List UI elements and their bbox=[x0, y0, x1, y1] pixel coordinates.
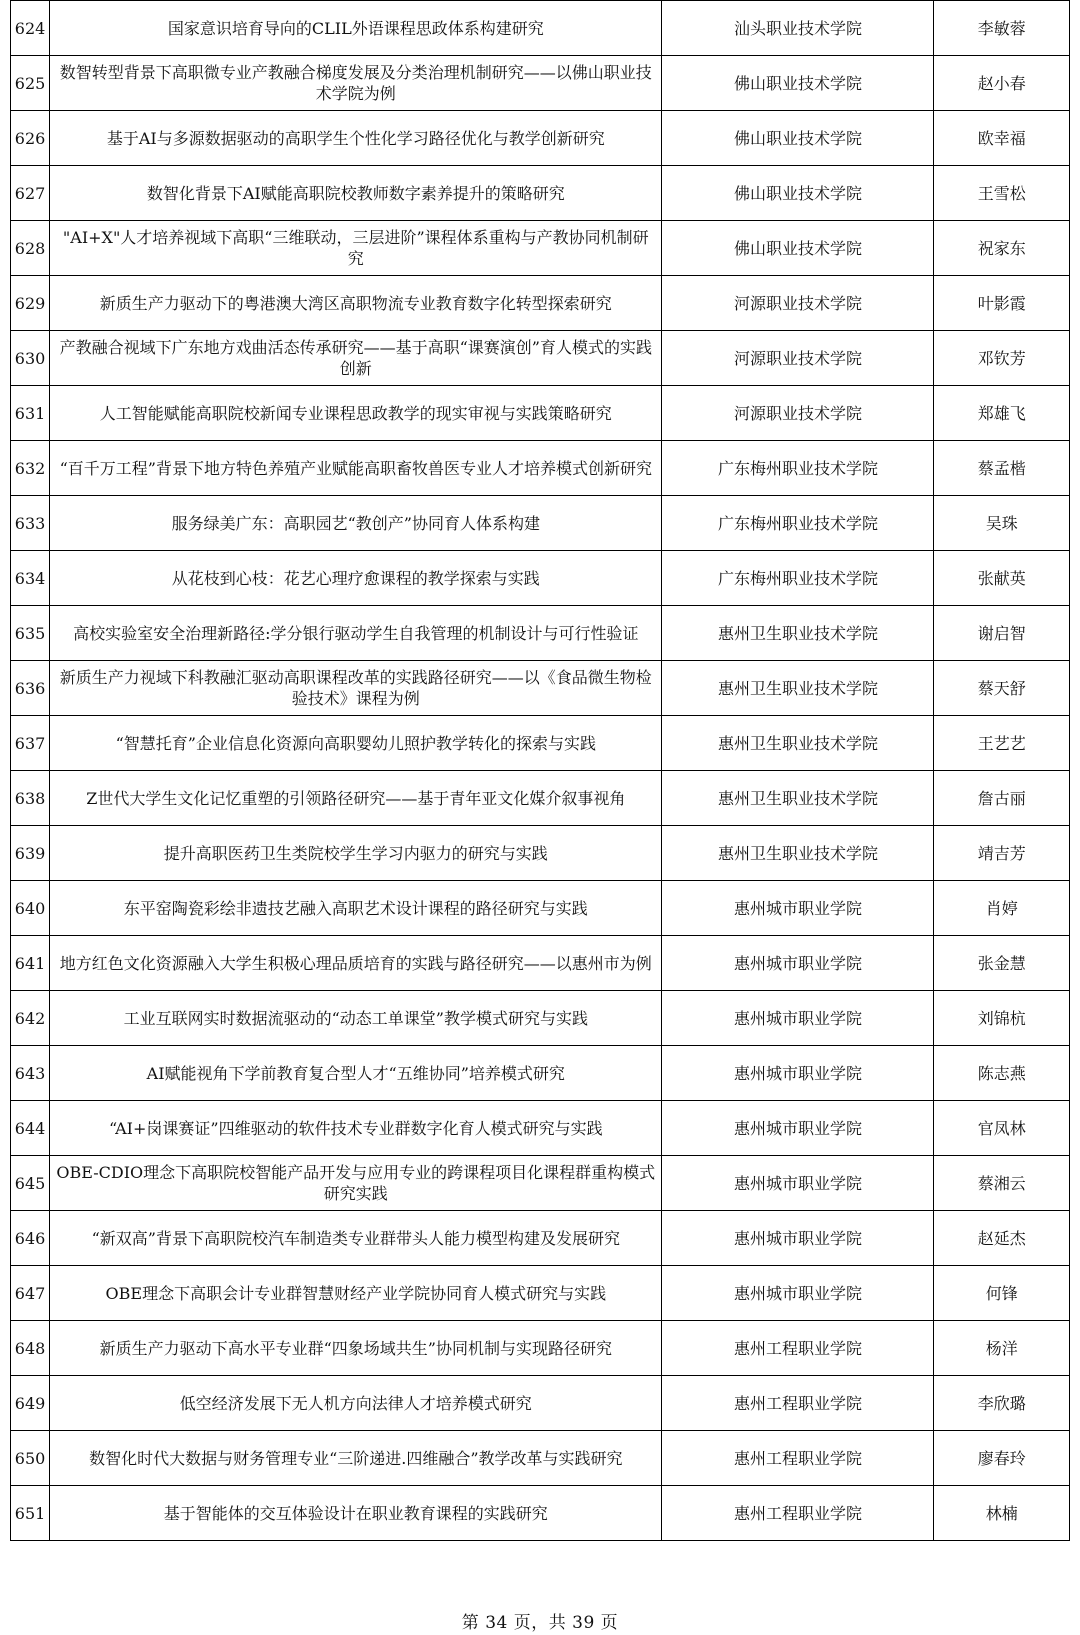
project-title-cell: 东平窑陶瓷彩绘非遗技艺融入高职艺术设计课程的路径研究与实践 bbox=[50, 881, 662, 936]
project-title-cell: “智慧托育”企业信息化资源向高职婴幼儿照护教学转化的探索与实践 bbox=[50, 716, 662, 771]
table-row bbox=[11, 496, 1070, 551]
row-number-cell: 628 bbox=[11, 221, 50, 276]
project-lead-cell: 蔡湘云 bbox=[934, 1156, 1070, 1211]
project-lead-cell: 靖吉芳 bbox=[934, 826, 1070, 881]
project-lead-cell: 吴珠 bbox=[934, 496, 1070, 551]
institution-cell: 惠州卫生职业技术学院 bbox=[662, 661, 934, 716]
table-row bbox=[11, 1486, 1070, 1541]
project-title-cell: 工业互联网实时数据流驱动的“动态工单课堂”教学模式研究与实践 bbox=[50, 991, 662, 1046]
project-title-cell: 基于智能体的交互体验设计在职业教育课程的实践研究 bbox=[50, 1486, 662, 1541]
table-row bbox=[11, 661, 1070, 716]
project-title-cell: 人工智能赋能高职院校新闻专业课程思政教学的现实审视与实践策略研究 bbox=[50, 386, 662, 441]
row-number-cell: 643 bbox=[11, 1046, 50, 1101]
row-number-cell: 635 bbox=[11, 606, 50, 661]
table-row bbox=[11, 276, 1070, 331]
institution-cell: 惠州城市职业学院 bbox=[662, 991, 934, 1046]
project-lead-cell: 叶影霞 bbox=[934, 276, 1070, 331]
institution-cell: 惠州卫生职业技术学院 bbox=[662, 716, 934, 771]
table-row bbox=[11, 1101, 1070, 1156]
project-lead-cell: 赵小春 bbox=[934, 56, 1070, 111]
row-number-cell: 651 bbox=[11, 1486, 50, 1541]
table-row bbox=[11, 221, 1070, 276]
project-title-cell: 产教融合视域下广东地方戏曲活态传承研究——基于高职“课赛演创”育人模式的实践创新 bbox=[50, 331, 662, 386]
project-lead-cell: 赵延杰 bbox=[934, 1211, 1070, 1266]
project-title-cell: 数智化时代大数据与财务管理专业“三阶递进.四维融合”教学改革与实践研究 bbox=[50, 1431, 662, 1486]
project-lead-cell: 何锋 bbox=[934, 1266, 1070, 1321]
project-title-cell: 新质生产力驱动下的粤港澳大湾区高职物流专业教育数字化转型探索研究 bbox=[50, 276, 662, 331]
row-number-cell: 647 bbox=[11, 1266, 50, 1321]
project-lead-cell: 邓钦芳 bbox=[934, 331, 1070, 386]
row-number-cell: 634 bbox=[11, 551, 50, 606]
project-title-cell: 国家意识培育导向的CLIL外语课程思政体系构建研究 bbox=[50, 1, 662, 56]
institution-cell: 惠州城市职业学院 bbox=[662, 1266, 934, 1321]
row-number-cell: 624 bbox=[11, 1, 50, 56]
institution-cell: 惠州工程职业学院 bbox=[662, 1376, 934, 1431]
project-lead-cell: 刘锦杭 bbox=[934, 991, 1070, 1046]
project-title-cell: 数智转型背景下高职微专业产教融合梯度发展及分类治理机制研究——以佛山职业技术学院为例 bbox=[50, 56, 662, 111]
row-number-cell: 627 bbox=[11, 166, 50, 221]
row-number-cell: 639 bbox=[11, 826, 50, 881]
row-number-cell: 644 bbox=[11, 1101, 50, 1156]
institution-cell: 广东梅州职业技术学院 bbox=[662, 441, 934, 496]
project-title-cell: 从花枝到心枝：花艺心理疗愈课程的教学探索与实践 bbox=[50, 551, 662, 606]
project-title-cell: 服务绿美广东：高职园艺“教创产”协同育人体系构建 bbox=[50, 496, 662, 551]
project-title-cell: AI赋能视角下学前教育复合型人才“五维协同”培养模式研究 bbox=[50, 1046, 662, 1101]
row-number-cell: 646 bbox=[11, 1211, 50, 1266]
project-lead-cell: 李敏蓉 bbox=[934, 1, 1070, 56]
project-title-cell: “百千万工程”背景下地方特色养殖产业赋能高职畜牧兽医专业人才培养模式创新研究 bbox=[50, 441, 662, 496]
institution-cell: 汕头职业技术学院 bbox=[662, 1, 934, 56]
table-row bbox=[11, 166, 1070, 221]
table-row bbox=[11, 331, 1070, 386]
institution-cell: 惠州卫生职业技术学院 bbox=[662, 826, 934, 881]
row-number-cell: 640 bbox=[11, 881, 50, 936]
institution-cell: 河源职业技术学院 bbox=[662, 276, 934, 331]
table-row bbox=[11, 1211, 1070, 1266]
project-title-cell: OBE-CDIO理念下高职院校智能产品开发与应用专业的跨课程项目化课程群重构模式研究实践 bbox=[50, 1156, 662, 1211]
project-lead-cell: 李欣璐 bbox=[934, 1376, 1070, 1431]
institution-cell: 惠州卫生职业技术学院 bbox=[662, 771, 934, 826]
row-number-cell: 642 bbox=[11, 991, 50, 1046]
table-row bbox=[11, 386, 1070, 441]
institution-cell: 惠州城市职业学院 bbox=[662, 1101, 934, 1156]
institution-cell: 广东梅州职业技术学院 bbox=[662, 496, 934, 551]
table-row bbox=[11, 606, 1070, 661]
row-number-cell: 649 bbox=[11, 1376, 50, 1431]
institution-cell: 惠州工程职业学院 bbox=[662, 1431, 934, 1486]
row-number-cell: 632 bbox=[11, 441, 50, 496]
project-lead-cell: 官凤林 bbox=[934, 1101, 1070, 1156]
institution-cell: 惠州城市职业学院 bbox=[662, 1211, 934, 1266]
project-title-cell: "AI+X"人才培养视域下高职“三维联动，三层进阶”课程体系重构与产教协同机制研究 bbox=[50, 221, 662, 276]
project-title-cell: 提升高职医药卫生类院校学生学习内驱力的研究与实践 bbox=[50, 826, 662, 881]
table-row bbox=[11, 56, 1070, 111]
row-number-cell: 648 bbox=[11, 1321, 50, 1376]
page-number-footer: 第 34 页，共 39 页 bbox=[461, 1613, 619, 1633]
institution-cell: 佛山职业技术学院 bbox=[662, 111, 934, 166]
table-row bbox=[11, 716, 1070, 771]
project-lead-cell: 张献英 bbox=[934, 551, 1070, 606]
project-lead-cell: 欧幸福 bbox=[934, 111, 1070, 166]
institution-cell: 惠州城市职业学院 bbox=[662, 1046, 934, 1101]
institution-cell: 佛山职业技术学院 bbox=[662, 221, 934, 276]
project-title-cell: 低空经济发展下无人机方向法律人才培养模式研究 bbox=[50, 1376, 662, 1431]
institution-cell: 惠州城市职业学院 bbox=[662, 936, 934, 991]
row-number-cell: 629 bbox=[11, 276, 50, 331]
project-lead-cell: 詹古丽 bbox=[934, 771, 1070, 826]
project-lead-cell: 王雪松 bbox=[934, 166, 1070, 221]
table-row bbox=[11, 551, 1070, 606]
row-number-cell: 637 bbox=[11, 716, 50, 771]
table-row bbox=[11, 826, 1070, 881]
institution-cell: 惠州卫生职业技术学院 bbox=[662, 606, 934, 661]
table-row bbox=[11, 1156, 1070, 1211]
project-list-table bbox=[10, 0, 1070, 1541]
row-number-cell: 645 bbox=[11, 1156, 50, 1211]
project-lead-cell: 郑雄飞 bbox=[934, 386, 1070, 441]
row-number-cell: 633 bbox=[11, 496, 50, 551]
project-title-cell: 新质生产力视域下科教融汇驱动高职课程改革的实践路径研究——以《食品微生物检验技术》课程为例 bbox=[50, 661, 662, 716]
project-lead-cell: 王艺艺 bbox=[934, 716, 1070, 771]
row-number-cell: 641 bbox=[11, 936, 50, 991]
row-number-cell: 650 bbox=[11, 1431, 50, 1486]
project-lead-cell: 张金慧 bbox=[934, 936, 1070, 991]
project-title-cell: 地方红色文化资源融入大学生积极心理品质培育的实践与路径研究——以惠州市为例 bbox=[50, 936, 662, 991]
institution-cell: 惠州工程职业学院 bbox=[662, 1321, 934, 1376]
table-row bbox=[11, 1376, 1070, 1431]
project-title-cell: Z世代大学生文化记忆重塑的引领路径研究——基于青年亚文化媒介叙事视角 bbox=[50, 771, 662, 826]
project-lead-cell: 祝家东 bbox=[934, 221, 1070, 276]
row-number-cell: 626 bbox=[11, 111, 50, 166]
table-row bbox=[11, 111, 1070, 166]
institution-cell: 河源职业技术学院 bbox=[662, 386, 934, 441]
table-row bbox=[11, 991, 1070, 1046]
project-lead-cell: 蔡天舒 bbox=[934, 661, 1070, 716]
project-title-cell: 高校实验室安全治理新路径:学分银行驱动学生自我管理的机制设计与可行性验证 bbox=[50, 606, 662, 661]
institution-cell: 佛山职业技术学院 bbox=[662, 166, 934, 221]
institution-cell: 惠州工程职业学院 bbox=[662, 1486, 934, 1541]
project-title-cell: “AI+岗课赛证”四维驱动的软件技术专业群数字化育人模式研究与实践 bbox=[50, 1101, 662, 1156]
table-body bbox=[11, 1, 1070, 1541]
institution-cell: 河源职业技术学院 bbox=[662, 331, 934, 386]
table-row bbox=[11, 1, 1070, 56]
institution-cell: 广东梅州职业技术学院 bbox=[662, 551, 934, 606]
row-number-cell: 631 bbox=[11, 386, 50, 441]
project-lead-cell: 谢启智 bbox=[934, 606, 1070, 661]
project-lead-cell: 肖婷 bbox=[934, 881, 1070, 936]
project-lead-cell: 陈志燕 bbox=[934, 1046, 1070, 1101]
project-lead-cell: 林楠 bbox=[934, 1486, 1070, 1541]
project-lead-cell: 蔡孟楷 bbox=[934, 441, 1070, 496]
table-row bbox=[11, 441, 1070, 496]
project-title-cell: 数智化背景下AI赋能高职院校教师数字素养提升的策略研究 bbox=[50, 166, 662, 221]
project-lead-cell: 廖春玲 bbox=[934, 1431, 1070, 1486]
table-row bbox=[11, 936, 1070, 991]
project-title-cell: 新质生产力驱动下高水平专业群“四象场域共生”协同机制与实现路径研究 bbox=[50, 1321, 662, 1376]
project-lead-cell: 杨洋 bbox=[934, 1321, 1070, 1376]
table-row bbox=[11, 771, 1070, 826]
table-row bbox=[11, 1321, 1070, 1376]
row-number-cell: 625 bbox=[11, 56, 50, 111]
table-row bbox=[11, 1266, 1070, 1321]
project-title-cell: 基于AI与多源数据驱动的高职学生个性化学习路径优化与教学创新研究 bbox=[50, 111, 662, 166]
institution-cell: 佛山职业技术学院 bbox=[662, 56, 934, 111]
table-row bbox=[11, 881, 1070, 936]
institution-cell: 惠州城市职业学院 bbox=[662, 1156, 934, 1211]
row-number-cell: 638 bbox=[11, 771, 50, 826]
table-row bbox=[11, 1046, 1070, 1101]
row-number-cell: 636 bbox=[11, 661, 50, 716]
project-title-cell: OBE理念下高职会计专业群智慧财经产业学院协同育人模式研究与实践 bbox=[50, 1266, 662, 1321]
institution-cell: 惠州城市职业学院 bbox=[662, 881, 934, 936]
project-title-cell: “新双高”背景下高职院校汽车制造类专业群带头人能力模型构建及发展研究 bbox=[50, 1211, 662, 1266]
table-row bbox=[11, 1431, 1070, 1486]
row-number-cell: 630 bbox=[11, 331, 50, 386]
